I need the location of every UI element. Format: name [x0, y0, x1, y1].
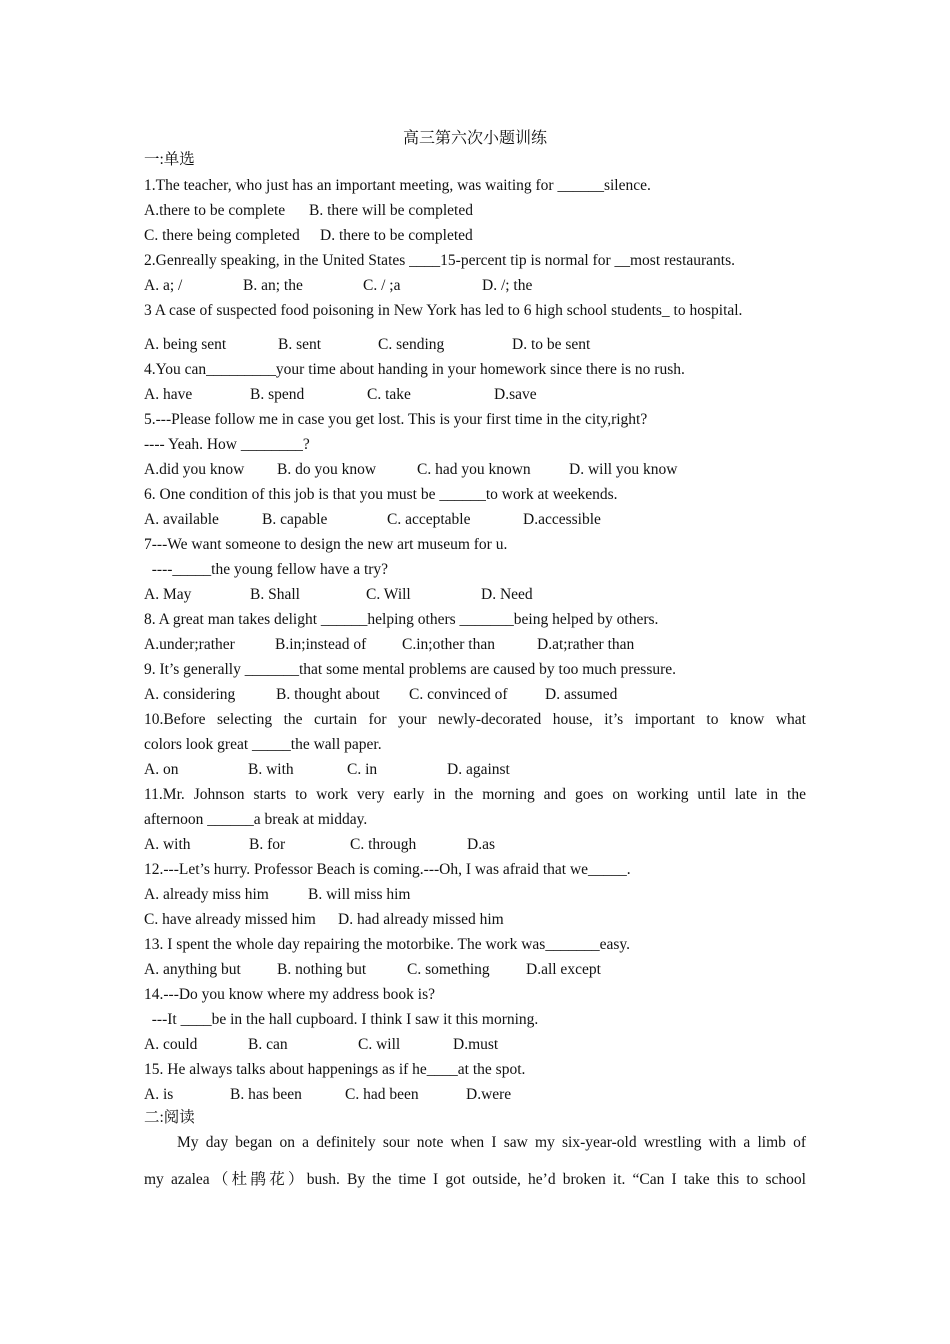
question-3-option-a: A. being sent — [144, 336, 227, 353]
question-8-option-c: C.in;other than — [402, 636, 495, 653]
question-11-option-c: C. through — [350, 836, 417, 853]
question-5-option-a: A.did you know — [144, 461, 245, 478]
question-4-option-d: D.save — [494, 386, 537, 403]
question-1-option-c: C. there being completed — [144, 227, 300, 244]
question-15-stem: 15. He always talks about happenings as if he____at the spot. — [144, 1061, 526, 1078]
question-9-option-c: C. convinced of — [409, 686, 508, 703]
question-13-option-c: C. something — [407, 961, 490, 978]
section-heading-single-choice: 一:单选 — [144, 151, 195, 168]
question-7-option-b: B. Shall — [250, 586, 300, 603]
question-12-stem: 12.---Let’s hurry. Professor Beach is coming.---Oh, I was afraid that we_____. — [144, 861, 631, 878]
question-9-option-d: D. assumed — [545, 686, 618, 703]
question-15-option-a: A. is — [144, 1086, 174, 1103]
question-8-stem: 8. A great man takes delight ______helping others _______being helped by others. — [144, 611, 659, 628]
question-10-option-b: B. with — [248, 761, 294, 778]
question-12-option-c: C. have already missed him — [144, 911, 316, 928]
question-3-option-c: C. sending — [378, 336, 445, 353]
question-6-option-b: B. capable — [262, 511, 328, 528]
question-13-stem: 13. I spent the whole day repairing the motorbike. The work was_______easy. — [144, 936, 630, 953]
question-12-option-d: D. had already missed him — [338, 911, 504, 928]
question-3-option-d: D. to be sent — [512, 336, 591, 353]
question-4-option-c: C. take — [367, 386, 411, 403]
question-6-option-d: D.accessible — [523, 511, 601, 528]
question-9-option-b: B. thought about — [276, 686, 380, 703]
question-5-option-d: D. will you know — [569, 461, 678, 478]
question-13-option-b: B. nothing but — [277, 961, 367, 978]
question-13-option-d: D.all except — [526, 961, 601, 978]
question-6-stem: 6. One condition of this job is that you must be ______to work at weekends. — [144, 486, 618, 503]
question-10-option-c: C. in — [347, 761, 378, 778]
section-heading-reading: 二:阅读 — [144, 1109, 195, 1126]
question-3-stem: 3 A case of suspected food poisoning in New York has led to 6 high school students_ to hospital. — [144, 302, 743, 319]
question-5-stem-reply: ---- Yeah. How ________? — [144, 436, 310, 453]
question-13-option-a: A. anything but — [144, 961, 241, 978]
question-10-option-a: A. on — [144, 761, 179, 778]
question-4-stem: 4.You can_________your time about handing in your homework since there is no rush. — [144, 361, 685, 378]
question-6-option-c: C. acceptable — [387, 511, 471, 528]
reading-passage-line-1: My day began on a definitely sour note when I saw my six-year-old wrestling with a limb of — [177, 1134, 806, 1151]
question-7-option-d: D. Need — [481, 586, 533, 603]
question-1-option-a: A.there to be complete — [144, 202, 286, 219]
question-7-stem: 7---We want someone to design the new art museum for u. — [144, 536, 508, 553]
question-12-option-a: A. already miss him — [144, 886, 269, 903]
question-8-option-a: A.under;rather — [144, 636, 235, 653]
question-2-stem: 2.Genreally speaking, in the United States ____15-percent tip is normal for __most restaurants. — [144, 252, 736, 269]
question-1-stem: 1.The teacher, who just has an important meeting, was waiting for ______silence. — [144, 177, 651, 194]
question-11-option-a: A. with — [144, 836, 191, 853]
question-5-option-b: B. do you know — [277, 461, 377, 478]
question-3-option-b: B. sent — [278, 336, 322, 353]
page-title: 高三第六次小题训练 — [402, 130, 547, 147]
question-8-option-d: D.at;rather than — [537, 636, 635, 653]
question-10-option-d: D. against — [447, 761, 510, 778]
question-14-option-d: D.must — [453, 1036, 499, 1053]
question-7-stem-reply: ----_____the young fellow have a try? — [144, 561, 389, 578]
reading-passage-line-2: my azalea（杜鹃花）bush. By the time I got outside, he’d broken it. “Can I take this to school — [144, 1171, 806, 1188]
question-9-stem: 9. It’s generally _______that some mental problems are caused by too much pressure. — [144, 661, 677, 678]
question-9-option-a: A. considering — [144, 686, 236, 703]
question-15-option-c: C. had been — [345, 1086, 419, 1103]
question-11-stem-continued: afternoon ______a break at midday. — [144, 811, 368, 828]
question-6-option-a: A. available — [144, 511, 219, 528]
question-2-option-d: D. /; the — [482, 277, 533, 294]
question-4-option-a: A. have — [144, 386, 193, 403]
question-14-option-b: B. can — [248, 1036, 288, 1053]
question-1-option-b: B. there will be completed — [309, 202, 473, 219]
question-11-stem: 11.Mr. Johnson starts to work very early in the morning and goes on working until late in the — [144, 786, 806, 803]
question-14-option-a: A. could — [144, 1036, 198, 1053]
question-10-stem-continued: colors look great _____the wall paper. — [144, 736, 382, 753]
question-12-option-b: B. will miss him — [308, 886, 411, 903]
question-1-option-d: D. there to be completed — [320, 227, 473, 244]
question-8-option-b: B.in;instead of — [275, 636, 367, 653]
question-14-option-c: C. will — [358, 1036, 401, 1053]
question-15-option-b: B. has been — [230, 1086, 302, 1103]
question-5-option-c: C. had you known — [417, 461, 531, 478]
question-5-stem: 5.---Please follow me in case you get lost. This is your first time in the city,right? — [144, 411, 648, 428]
question-11-option-b: B. for — [249, 836, 286, 853]
question-2-option-a: A. a; / — [144, 277, 183, 294]
question-14-stem-reply: ---It ____be in the hall cupboard. I think I saw it this morning. — [144, 1011, 539, 1028]
question-14-stem: 14.---Do you know where my address book is? — [144, 986, 435, 1003]
question-2-option-c: C. / ;a — [363, 277, 401, 294]
question-4-option-b: B. spend — [250, 386, 305, 403]
question-15-option-d: D.were — [466, 1086, 512, 1103]
question-7-option-a: A. May — [144, 586, 192, 603]
question-10-stem: 10.Before selecting the curtain for your newly-decorated house, it’s important to know what — [144, 711, 806, 728]
question-2-option-b: B. an; the — [243, 277, 303, 294]
question-7-option-c: C. Will — [366, 586, 411, 603]
question-11-option-d: D.as — [467, 836, 495, 853]
